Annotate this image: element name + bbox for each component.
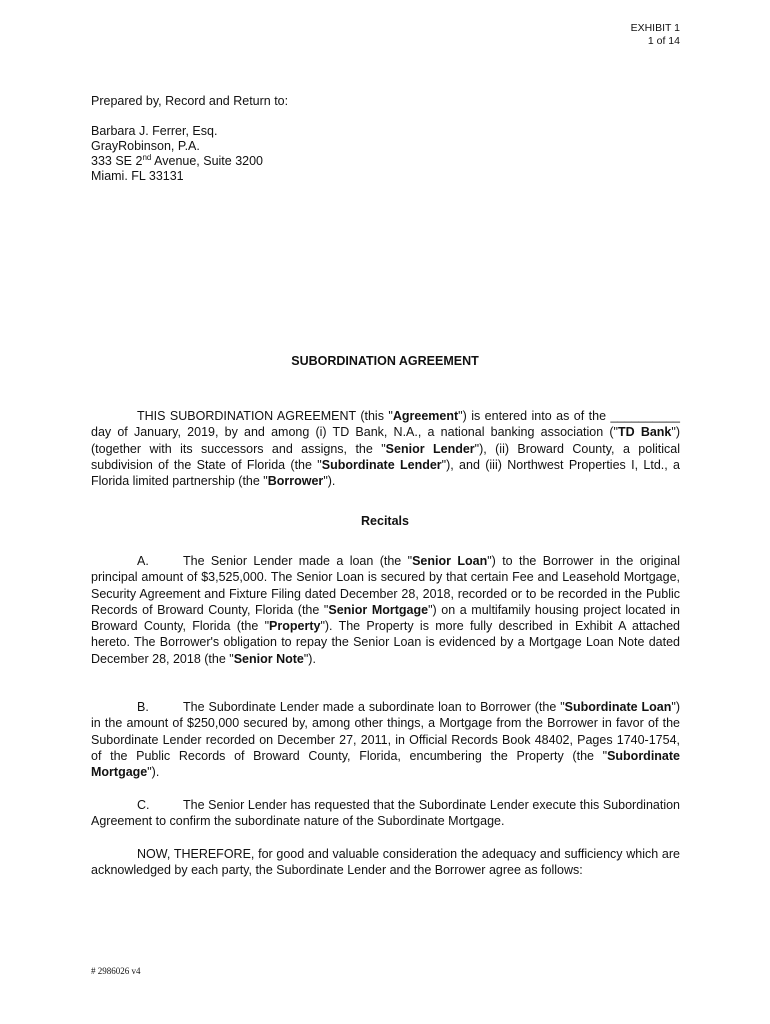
recital-b-text-3: ").: [147, 765, 160, 780]
document-id-footer: # 2986026 v4: [91, 966, 141, 976]
page-count: 1 of 14: [647, 35, 680, 47]
recital-a-letter: A.: [137, 554, 149, 568]
document-title: SUBORDINATION AGREEMENT: [291, 354, 479, 368]
recital-a-text-1: The Senior Lender made a loan (the ": [183, 554, 413, 568]
recital-b: [91, 699, 680, 780]
recital-c: [91, 797, 680, 830]
street-ordinal: nd: [142, 152, 152, 162]
recital-a-text-4: "). The Property is more fully described in Exhibit A attached hereto. The Borrower's obligation to repay the Senior Loan is evidenced by a Mortgage Loan Note dated December 28, 2018 (the ": [91, 619, 681, 666]
now-therefore-paragraph: NOW, THEREFORE, for good and valuable consideration the adequacy and sufficiency which are acknowledged by each party, the Subordinate Lender and the Borrower agree as follows:: [91, 847, 680, 878]
preparer-firm: GrayRobinson, P.A.: [91, 139, 200, 153]
street-suffix: Avenue, Suite 3200: [151, 154, 264, 168]
recital-b-text-2: ") in the amount of $250,000 secured by, among other things, a Mortgage from the Borrower in favor of the Subordinate Lender recorded on December 27, 2011, in Official Records Book 48402, Pages 1740-1754, of the Public Records of Broward County, Florida, encumbering the Property (the ": [91, 700, 680, 763]
recital-b-letter: B.: [137, 700, 149, 714]
preparer-street: [91, 154, 263, 169]
recital-c-letter: C.: [137, 798, 150, 812]
intro-text-3: ") (together with its successors and assigns, the ": [91, 425, 680, 456]
preparer-address-block: [91, 124, 263, 184]
intro-text-4: "), (ii) Broward County, a political subdivision of the State of Florida (the ": [91, 441, 680, 472]
term-senior-loan: Senior Loan: [412, 554, 488, 568]
recital-a: [91, 553, 680, 667]
term-agreement: Agreement: [392, 409, 459, 423]
intro-text-6: ").: [323, 474, 336, 489]
intro-paragraph: [91, 408, 680, 489]
term-senior-note: Senior Note: [233, 651, 304, 666]
prepared-by-heading: Prepared by, Record and Return to:: [91, 94, 289, 108]
term-td-bank: TD Bank: [617, 425, 672, 440]
term-senior-lender: Senior Lender: [385, 441, 475, 456]
term-subordinate-mortgage: Subordinate Mortgage: [91, 748, 680, 780]
preparer-name: Barbara J. Ferrer, Esq.: [91, 124, 218, 138]
street-prefix: 333 SE 2: [91, 154, 143, 168]
recital-a-text-3: ") on a multifamily housing project located in Broward County, Florida (the ": [91, 602, 680, 634]
intro-text-2: ") is entered into as of the __________ day of January, 2019, by and among (i) TD Bank, N.A., a national banking association (": [91, 409, 680, 440]
preparer-city: Miami. FL 33131: [91, 169, 184, 183]
exhibit-header: [631, 22, 680, 48]
recital-b-text-1: The Subordinate Lender made a subordinate loan to Borrower (the ": [183, 700, 565, 714]
term-subordinate-lender: Subordinate Lender: [321, 457, 442, 472]
recital-a-text-2: ") to the Borrower in the original principal amount of $3,525,000. The Senior Loan is secured by that certain Fee and Leasehold Mortgage, Security Agreement and Fixture Filing dated December 28, 2018, recorded or to be recorded in the Public Records of Broward County, Florida (the ": [91, 554, 681, 617]
intro-text-1: THIS SUBORDINATION AGREEMENT (this ": [137, 409, 393, 423]
recitals-heading: Recitals: [361, 514, 409, 528]
term-senior-mortgage: Senior Mortgage: [328, 602, 429, 617]
recital-a-text-5: ").: [303, 651, 316, 666]
exhibit-label: EXHIBIT 1: [630, 22, 680, 34]
term-subordinate-loan: Subordinate Loan: [564, 700, 672, 714]
term-borrower: Borrower: [267, 474, 324, 489]
term-property: Property: [269, 619, 321, 634]
intro-text-5: "), and (iii) Northwest Properties I, Ltd., a Florida limited partnership (the ": [91, 457, 680, 489]
recital-c-text: The Senior Lender has requested that the Subordinate Lender execute this Subordination Agreement to confirm the subordinate nature of the Subordinate Mortgage.: [91, 798, 680, 829]
